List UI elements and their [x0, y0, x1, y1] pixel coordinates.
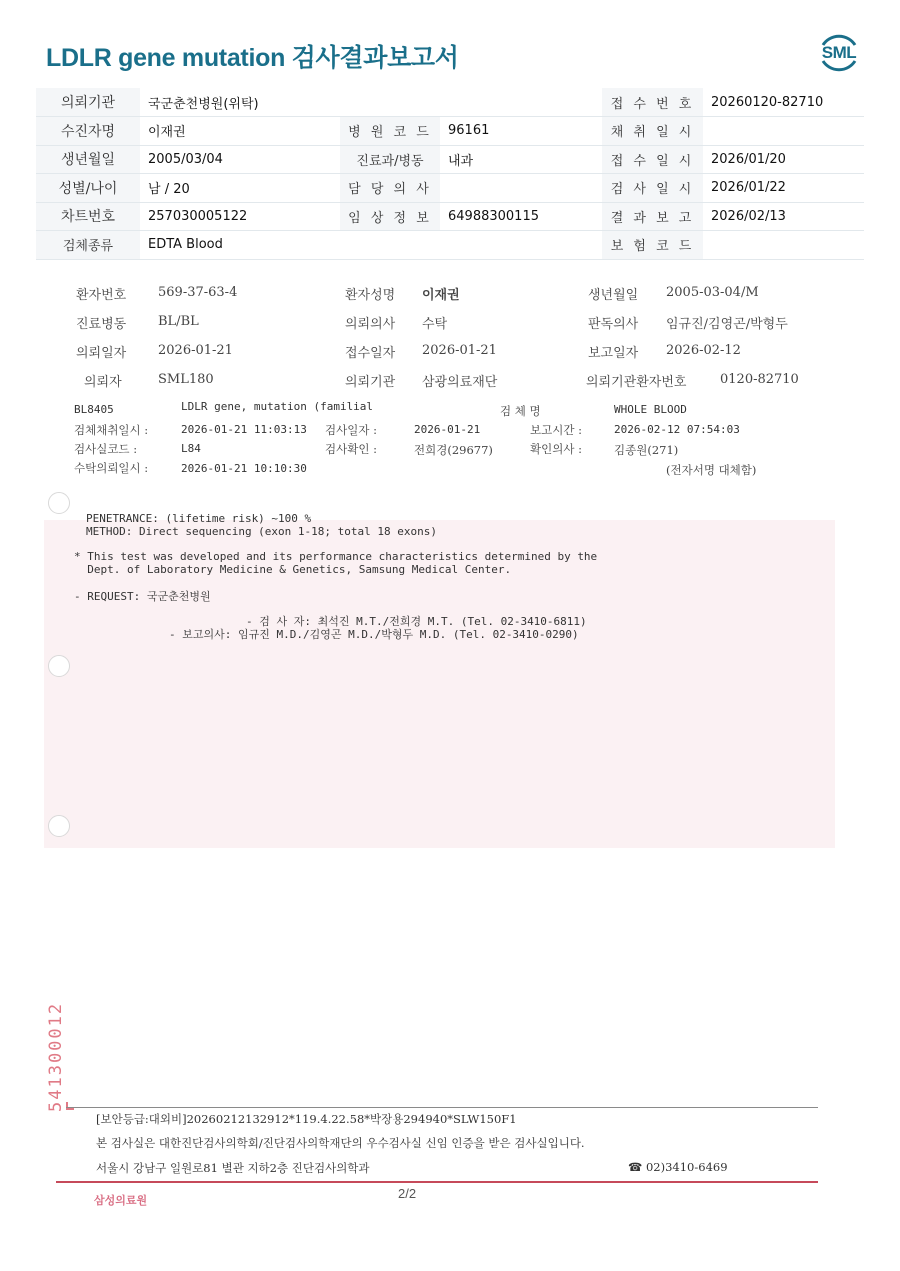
punch-hole	[48, 655, 70, 677]
address-text: 서울시 강남구 일원로81 별관 지하2층 진단검사의학과	[96, 1161, 370, 1175]
label-cell: 검 사 일 시	[602, 174, 703, 203]
inst-patient-no-label: 의뢰기관환자번호	[586, 375, 687, 390]
label-cell: 담 당 의 사	[340, 174, 440, 203]
label-cell: 진료과/병동	[340, 145, 440, 174]
note-line-2: Dept. of Laboratory Medicine & Genetics, Samsung Medical Center.	[74, 563, 512, 576]
consign-label: 수탁의뢰일시 :	[74, 461, 149, 475]
label-cell: 접 수 일 시	[602, 145, 703, 174]
scan-receipt-date-value: 2026-01-21	[422, 343, 497, 358]
label-cell: 생년월일	[36, 145, 140, 174]
page-number: 2/2	[398, 1186, 417, 1201]
test-date-value: 2026-01-21	[414, 423, 481, 436]
footer-red-line	[56, 1181, 818, 1183]
security-stamp: [보안등급:대외비]20260212132912*119.4.22.58*박장용294940*SLW150F1	[96, 1112, 517, 1126]
requester-label: 의뢰자	[84, 375, 122, 390]
report-date-value: 2026/02/13	[703, 202, 864, 231]
confirm-doctor-value: 김종원(271)	[614, 443, 679, 457]
inst-patient-no-value: 0120-82710	[720, 372, 799, 387]
penetrance-text: PENETRANCE: (lifetime risk) ~100 %	[86, 512, 312, 525]
ward-label: 진료병동	[76, 317, 127, 332]
request-date-label: 의뢰일자	[76, 346, 127, 361]
serial-mark-icon	[66, 1102, 74, 1110]
scan-birth-label: 생년월일	[588, 288, 639, 303]
receipt-no-value: 20260120-82710	[703, 88, 864, 117]
reading-doctor-label: 판독의사	[588, 317, 639, 332]
report-title: LDLR gene mutation 검사결과보고서	[46, 44, 459, 72]
certification-text: 본 검사실은 대한진단검사의학회/진단검사의학재단의 우수검사실 신임 인증을 받은 검사실입니다.	[96, 1136, 585, 1150]
confirm-doctor-label: 확인의사 :	[530, 442, 582, 456]
lab-code-value: L84	[181, 442, 201, 455]
req-inst-value: 삼광의료재단	[422, 375, 498, 390]
scan-patient-name-value: 이재권	[422, 288, 460, 303]
label-cell: 보 험 코 드	[602, 231, 703, 260]
phone-text: ☎ 02)3410-6469	[628, 1160, 728, 1174]
label-cell: 병 원 코 드	[340, 117, 440, 146]
table-row	[36, 145, 864, 174]
confirm-label: 검사확인 :	[325, 442, 377, 456]
side-serial-text: 541300012	[46, 1001, 66, 1112]
dept-ward-value: 내과	[440, 145, 602, 174]
collection-label: 검체채취일시 :	[74, 423, 149, 437]
table-row	[36, 202, 864, 231]
scan-patient-name-label: 환자성명	[345, 288, 396, 303]
referring-institution-value: 국군춘천병원(위탁)	[140, 88, 602, 117]
table-row	[36, 174, 864, 203]
specimen-type-value: EDTA Blood	[140, 231, 602, 260]
scan-report-date-value: 2026-02-12	[666, 343, 741, 358]
brand-name: 삼성의료원	[94, 1194, 148, 1207]
note-line-1: * This test was developed and its performance characteristics determined by the	[74, 550, 598, 563]
punch-hole	[48, 815, 70, 837]
request-text: - REQUEST: 국군춘천병원	[74, 590, 211, 603]
side-serial-number	[44, 990, 68, 1115]
consign-value: 2026-01-21 10:10:30	[181, 462, 307, 475]
ward-value: BL/BL	[158, 314, 199, 329]
receipt-date-value: 2026/01/20	[703, 145, 864, 174]
test-name: LDLR gene, mutation (familial	[181, 400, 374, 413]
footer-divider	[66, 1107, 818, 1108]
label-cell: 접 수 번 호	[602, 88, 703, 117]
label-cell: 검체종류	[36, 231, 140, 260]
reporter-text: - 보고의사: 임규진 M.D./김영곤 M.D./박형두 M.D. (Tel. 02-3410-0290)	[169, 628, 579, 641]
patient-no-value: 569-37-63-4	[158, 285, 238, 300]
specimen-value: WHOLE BLOOD	[614, 403, 687, 416]
req-doctor-value: 수탁	[422, 317, 448, 332]
method-text: METHOD: Direct sequencing (exon 1-18; total 18 exons)	[86, 525, 437, 538]
test-date-value: 2026/01/22	[703, 174, 864, 203]
scan-birth-value: 2005-03-04/M	[666, 285, 759, 300]
label-cell: 결 과 보 고	[602, 202, 703, 231]
label-cell: 의뢰기관	[36, 88, 140, 117]
scan-report-date-label: 보고일자	[588, 346, 639, 361]
label-cell: 차트번호	[36, 202, 140, 231]
lab-code-label: 검사실코드 :	[74, 442, 138, 456]
report-time-label: 보고시간 :	[530, 423, 582, 437]
label-cell: 채 취 일 시	[602, 117, 703, 146]
request-date-value: 2026-01-21	[158, 343, 233, 358]
table-row	[36, 117, 864, 146]
specimen-label: 검 체 명	[500, 404, 541, 418]
scan-receipt-date-label: 접수일자	[345, 346, 396, 361]
reading-doctor-value: 임규진/김영곤/박형두	[666, 317, 788, 332]
clinical-info-value: 64988300115	[440, 202, 602, 231]
examiner-text: - 검 사 자: 최석진 M.T./전희경 M.T. (Tel. 02-3410-6811)	[246, 615, 587, 628]
report-time-value: 2026-02-12 07:54:03	[614, 423, 740, 436]
table-row	[36, 88, 864, 117]
patient-no-label: 환자번호	[76, 288, 127, 303]
req-inst-label: 의뢰기관	[345, 375, 396, 390]
req-doctor-label: 의뢰의사	[345, 317, 396, 332]
collection-date-value	[703, 117, 864, 146]
table-row	[36, 231, 864, 260]
chart-no-value: 257030005122	[140, 202, 340, 231]
label-cell: 임 상 정 보	[340, 202, 440, 231]
label-cell: 성별/나이	[36, 174, 140, 203]
patient-header-table	[36, 88, 864, 260]
sml-logo-text: SML	[821, 43, 857, 62]
test-date-label: 검사일자 :	[325, 423, 377, 437]
requester-value: SML180	[158, 372, 214, 387]
test-code: BL8405	[74, 403, 114, 416]
doctor-value	[440, 174, 602, 203]
hospital-code-value: 96161	[440, 117, 602, 146]
birth-date-value: 2005/03/04	[140, 145, 340, 174]
patient-name-value: 이재권	[140, 117, 340, 146]
collection-value: 2026-01-21 11:03:13	[181, 423, 307, 436]
insurance-code-value	[703, 231, 864, 260]
punch-hole	[48, 492, 70, 514]
label-cell: 수진자명	[36, 117, 140, 146]
sex-age-value: 남 / 20	[140, 174, 340, 203]
confirm-value: 전희경(29677)	[414, 443, 493, 457]
e-sign-note: (전자서명 대체함)	[666, 463, 757, 477]
